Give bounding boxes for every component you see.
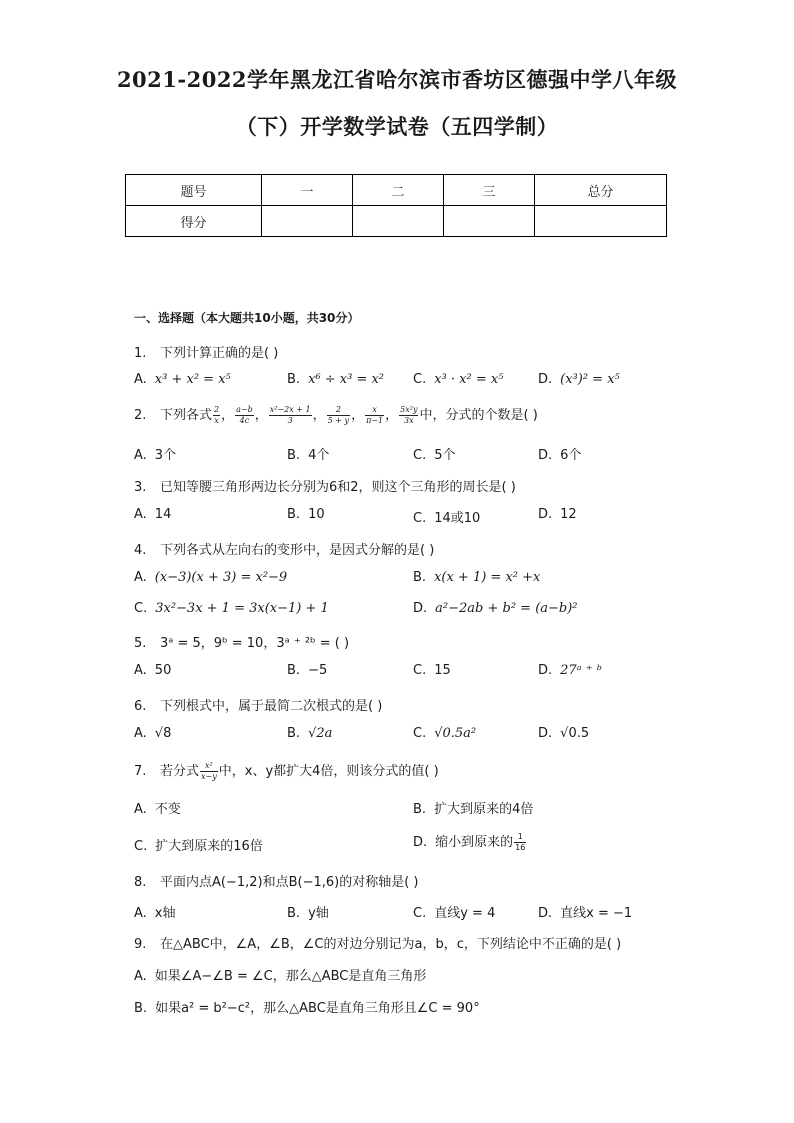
q6-option-b[interactable]: B. √2a bbox=[287, 726, 333, 741]
q4-option-d[interactable]: D. a²−2ab + b² = (a−b)² bbox=[413, 601, 578, 616]
question-number: 5. bbox=[134, 636, 147, 651]
q7-option-d[interactable]: D. 缩小到原来的 $\frac{1}{16}$ bbox=[413, 832, 526, 852]
section-heading: 一、选择题（本大题共10小题，共30分） bbox=[134, 311, 360, 325]
q4-option-a[interactable]: A. (x−3)(x + 3) = x²−9 bbox=[134, 570, 288, 585]
fraction: $\frac{2}{x}$ bbox=[214, 405, 220, 425]
question-number: 3. bbox=[134, 480, 147, 495]
question-stem-suffix: 中，x、y都扩大4倍，则该分式的值( ) bbox=[218, 764, 439, 779]
question-stem-suffix: 中，分式的个数是( ) bbox=[419, 408, 538, 423]
q2-option-b[interactable]: B. 4个 bbox=[287, 448, 330, 463]
q1-option-a[interactable]: A. x³ + x² = x⁵ bbox=[134, 372, 231, 387]
question-stem: 下列各式从左向右的变形中，是因式分解的是( ) bbox=[160, 543, 435, 558]
score-cell[interactable] bbox=[444, 206, 535, 237]
q5-option-b[interactable]: B. −5 bbox=[287, 663, 328, 678]
q8-option-b[interactable]: B. y轴 bbox=[287, 906, 329, 921]
question-number: 8. bbox=[134, 875, 147, 890]
q8-option-c[interactable]: C. 直线y = 4 bbox=[413, 906, 496, 921]
q7-option-c[interactable]: C. 扩大到原来的16倍 bbox=[134, 839, 263, 854]
question-8 bbox=[134, 871, 419, 890]
q8-option-d[interactable]: D. 直线x = −1 bbox=[538, 906, 633, 921]
question-stem: 已知等腰三角形两边长分别为6和2，则这个三角形的周长是( ) bbox=[160, 480, 516, 495]
score-cell[interactable] bbox=[353, 206, 444, 237]
question-number: 4. bbox=[134, 543, 147, 558]
q9-option-a[interactable]: A. 如果∠A−∠B = ∠C，那么△ABC是直角三角形 bbox=[134, 969, 427, 984]
q2-option-c[interactable]: C. 5个 bbox=[413, 448, 456, 463]
exam-title-line-2: （下）开学数学试卷（五四学制） bbox=[235, 114, 559, 139]
score-table-score-row bbox=[126, 206, 667, 237]
q7-option-a[interactable]: A. 不变 bbox=[134, 802, 181, 817]
q4-option-b[interactable]: B. x(x + 1) = x² +x bbox=[413, 570, 541, 585]
score-cell[interactable] bbox=[535, 206, 667, 237]
q4-option-c[interactable]: C. 3x²−3x + 1 = 3x(x−1) + 1 bbox=[134, 601, 329, 616]
fraction: $\frac{\text{5x²y}}{3x}$ bbox=[400, 405, 418, 425]
question-4 bbox=[134, 539, 434, 558]
q1-option-d[interactable]: D. (x³)² = x⁵ bbox=[538, 372, 620, 387]
q2-option-a[interactable]: A. 3个 bbox=[134, 448, 177, 463]
question-stem-prefix: 下列各式 bbox=[160, 408, 213, 423]
question-number: 6. bbox=[134, 699, 147, 714]
exam-title-line-1: 2021-2022学年黑龙江省哈尔滨市香坊区德强中学八年级 bbox=[116, 67, 678, 92]
header-cell-part-2: 二 bbox=[353, 175, 444, 206]
q3-option-a[interactable]: A. 14 bbox=[134, 507, 172, 522]
question-stem: 下列计算正确的是( ) bbox=[160, 346, 279, 361]
header-cell-question-no: 题号 bbox=[126, 175, 262, 206]
score-row-label: 得分 bbox=[126, 206, 262, 237]
q2-option-d[interactable]: D. 6个 bbox=[538, 448, 582, 463]
fraction: $\frac{2}{5 + y}$ bbox=[327, 405, 350, 425]
header-cell-part-1: 一 bbox=[262, 175, 353, 206]
fraction: $\frac{a-b}{4c}$ bbox=[236, 405, 253, 425]
q1-option-c[interactable]: C. x³ · x² = x⁵ bbox=[413, 372, 504, 387]
q3-option-d[interactable]: D. 12 bbox=[538, 507, 577, 522]
question-number: 7. bbox=[134, 764, 147, 779]
q1-option-b[interactable]: B. x⁶ ÷ x³ = x² bbox=[287, 372, 385, 387]
fraction: $\frac{\text{x²}}{x-y}$ bbox=[201, 761, 217, 781]
fraction: $\frac{x}{\pi-1}$ bbox=[366, 405, 384, 425]
q5-option-c[interactable]: C. 15 bbox=[413, 663, 451, 678]
header-cell-part-3: 三 bbox=[444, 175, 535, 206]
q6-option-d[interactable]: D. √0.5 bbox=[538, 726, 590, 741]
question-number: 9. bbox=[134, 937, 147, 952]
question-number: 1. bbox=[134, 346, 147, 361]
question-9 bbox=[134, 933, 621, 952]
q5-option-d[interactable]: D. 27ᵃ ⁺ ᵇ bbox=[538, 663, 602, 678]
q6-option-a[interactable]: A. √8 bbox=[134, 726, 172, 741]
score-cell[interactable] bbox=[262, 206, 353, 237]
question-stem: 3ᵃ = 5，9ᵇ = 10，3ᵃ ⁺ ²ᵇ = ( ) bbox=[160, 636, 350, 651]
question-3 bbox=[134, 476, 516, 495]
question-7 bbox=[134, 760, 439, 782]
q8-option-a[interactable]: A. x轴 bbox=[134, 906, 176, 921]
question-1 bbox=[134, 342, 278, 361]
score-table-header-row bbox=[126, 175, 667, 206]
q3-option-c[interactable]: C. 14或10 bbox=[413, 511, 481, 526]
q6-option-c[interactable]: C. √0.5a² bbox=[413, 726, 477, 741]
fraction-list: $\frac{2}{x}$ ， $\frac{a-b}{4c}$ ， $\frac{\text{x²−2x + 1}}{3}$ ， $\frac{2}{5 + y}$ ， $\frac{x}{\pi-1}$ ， $\frac{\text{5x²y}}{3x}$ bbox=[214, 405, 418, 425]
question-6 bbox=[134, 695, 382, 714]
header-cell-total: 总分 bbox=[535, 175, 667, 206]
q5-option-a[interactable]: A. 50 bbox=[134, 663, 172, 678]
question-stem: 在△ABC中，∠A，∠B，∠C的对边分别记为a，b，c，下列结论中不正确的是( ) bbox=[160, 937, 622, 952]
question-number: 2. bbox=[134, 408, 147, 423]
question-stem: 下列根式中，属于最简二次根式的是( ) bbox=[160, 699, 383, 714]
question-stem-prefix: 若分式 bbox=[160, 764, 200, 779]
q7-option-b[interactable]: B. 扩大到原来的4倍 bbox=[413, 802, 534, 817]
q9-option-b[interactable]: B. 如果a² = b²−c²，那么△ABC是直角三角形且∠C = 90° bbox=[134, 1001, 480, 1016]
q3-option-b[interactable]: B. 10 bbox=[287, 507, 325, 522]
question-stem: 平面内点A(−1,2)和点B(−1,6)的对称轴是( ) bbox=[160, 875, 419, 890]
score-table bbox=[125, 174, 667, 237]
question-5 bbox=[134, 632, 349, 651]
fraction: $\frac{\text{x²−2x + 1}}{3}$ bbox=[269, 405, 311, 425]
question-2 bbox=[134, 404, 538, 426]
fraction: $\frac{1}{16}$ bbox=[515, 832, 526, 852]
